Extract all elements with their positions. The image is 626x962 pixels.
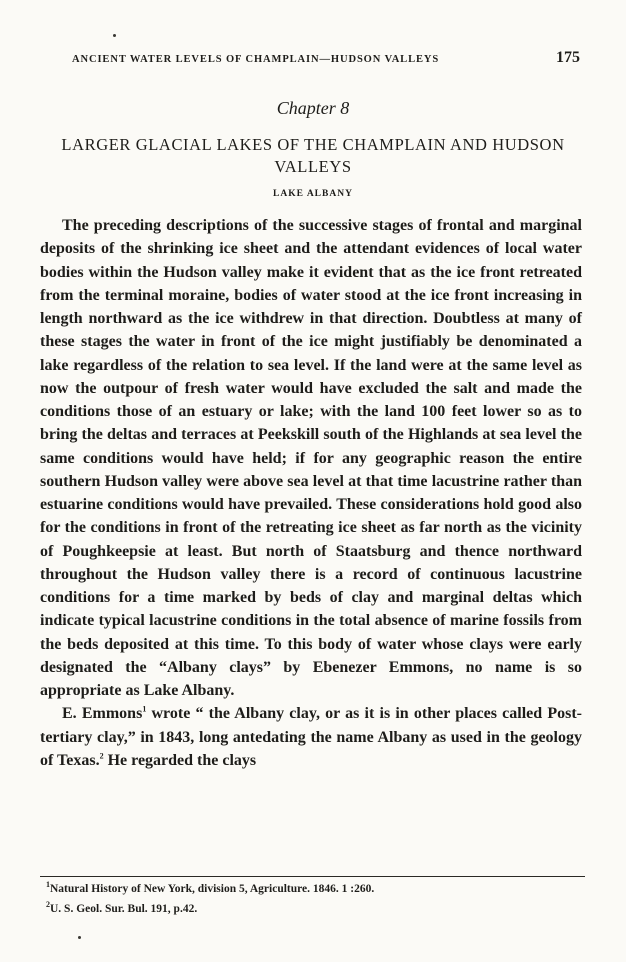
footnote (46, 879, 576, 899)
paragraph: The preceding descriptions of the successive stages of frontal and marginal deposits of the shrinking ice sheet and the attendant evidences of local water bodies within the Hudson valley make it evident that as the ice front retreated from the terminal moraine, bodies of water stood at the ice front increasing in length northward as the ice withdrew in that direction. Doubtless at many of these stages the water in front of the ice might justifiably be denominated a lake regardless of the relation to sea level. If the land were at the same level as now the outpour of fresh water would have excluded the salt and made the conditions those of an estuary or lake; with the land 100 feet lower so as to bring the deltas and terraces at Peekskill south of the Highlands at sea level the same conditions would have held; if for any geographic reason the entire southern Hudson valley were above sea level at that time lacustrine rather than estuarine conditions would have prevailed. These considerations hold good also for the conditions in front of the retreating ice sheet as far north as the vicinity of Poughkeepsie at least. But north of Staatsburg and thence northward throughout the Hudson valley there is a record of continuous lacustrine conditions for a time marked by beds of clay and marginal deltas which indicate typical lacustrine conditions in the total absence of marine fossils from the beds deposited at this time. To this body of water whose clays were early designated the “Albany clays” by Ebenezer Emmons, no name is so appropriate as Lake Albany. (40, 217, 582, 699)
print-speck (113, 34, 116, 37)
page-number: 175 (556, 49, 580, 66)
running-head (72, 49, 580, 67)
section-title: LAKE ALBANY (273, 189, 353, 199)
paragraph (40, 702, 582, 772)
footnotes (46, 879, 576, 919)
footnote-text: U. S. Geol. Sur. Bul. 191, p.42. (50, 903, 198, 915)
paragraph-text: He regarded the clays (103, 751, 257, 769)
paragraph-text: E. Emmons (62, 705, 143, 723)
footnote-mark: 2 (46, 900, 50, 910)
footnote-ref: 1 (142, 704, 147, 714)
paragraph-text: wrote “ the Albany clay, or as it is in other places called Post-tertiary clay,” in 1843, long antedating the name Albany as used in the geology of Texas. (40, 705, 583, 769)
footnote (46, 899, 576, 919)
footnote-text: Natural History of New York, division 5, Agriculture. 1846. 1 :260. (50, 883, 375, 895)
body-text (40, 214, 582, 772)
footnote-ref: 2 (99, 751, 104, 761)
running-head-title: ANCIENT WATER LEVELS OF CHAMPLAIN—HUDSON VALLEYS (72, 54, 440, 65)
chapter-label: Chapter 8 (276, 98, 350, 118)
chapter-title: LARGER GLACIAL LAKES OF THE CHAMPLAIN AND HUDSON VALLEYS (61, 135, 565, 176)
footnote-mark: 1 (46, 880, 50, 890)
print-speck (78, 936, 81, 939)
footnote-divider (40, 876, 585, 877)
